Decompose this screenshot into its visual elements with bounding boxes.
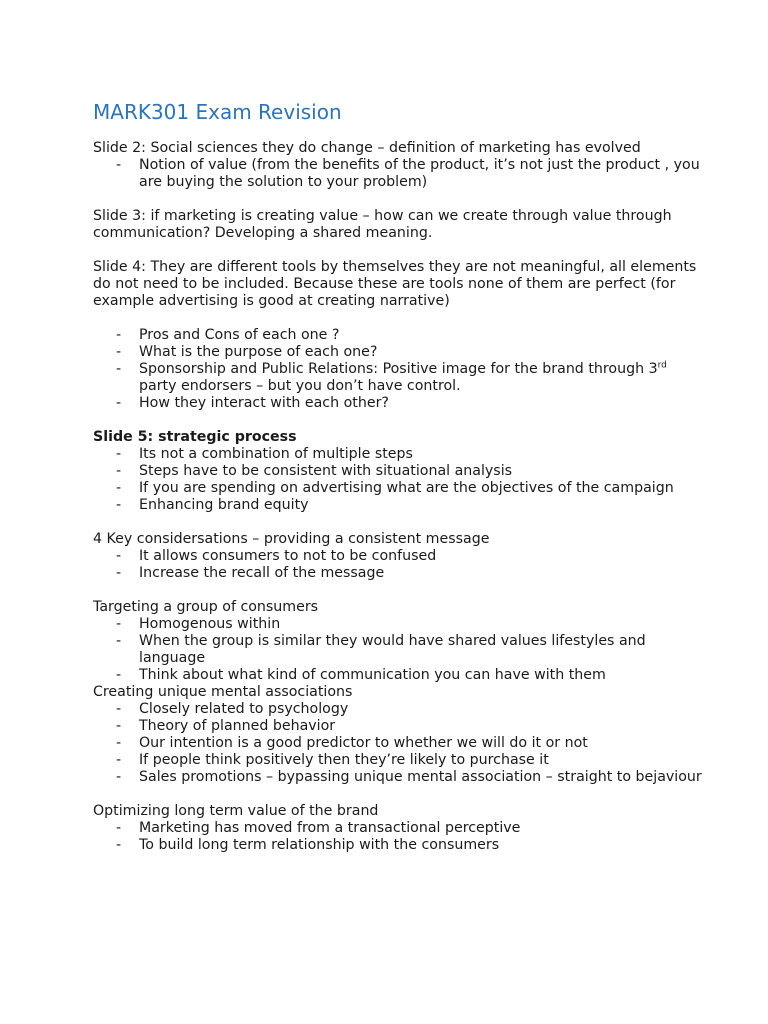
slide-2-list xyxy=(93,157,708,191)
list-item: - When the group is similar they would have shared values lifestyles and language xyxy=(93,633,708,667)
list-item: - Enhancing brand equity xyxy=(93,497,708,514)
list-item: - Theory of planned behavior xyxy=(93,718,708,735)
long-term-value-text: Optimizing long term value of the brand xyxy=(93,803,379,819)
key-considerations-text: 4 Key considersations – providing a consistent message xyxy=(93,531,490,547)
long-term-value-list xyxy=(93,820,708,854)
list-item: - To build long term relationship with the consumers xyxy=(93,837,708,854)
list-item xyxy=(93,361,708,395)
slide-4-text: Slide 4: They are different tools by themselves they are not meaningful, all elements do not need to be included. Because these are tools none of them are perfect (for example advertising is good at creating narrative) xyxy=(93,259,697,309)
list-item: - Think about what kind of communication you can have with them xyxy=(93,667,708,684)
sponsorship-text-end: party endorsers – but you don’t have control. xyxy=(139,378,461,394)
targeting-list xyxy=(93,616,708,684)
list-item: - Pros and Cons of each one ? xyxy=(93,327,708,344)
list-item: - Sales promotions – bypassing unique mental association – straight to bejaviour xyxy=(93,769,708,786)
targeting-text: Targeting a group of consumers xyxy=(93,599,319,615)
list-item: - Homogenous within xyxy=(93,616,708,633)
slide-4-list xyxy=(93,327,708,412)
list-item: - How they interact with each other? xyxy=(93,395,708,412)
slide-5-heading: Slide 5: strategic process xyxy=(93,429,297,445)
key-considerations-list xyxy=(93,548,708,582)
list-item: - Its not a combination of multiple steps xyxy=(93,446,708,463)
document-title: MARK301 Exam Revision xyxy=(93,100,342,124)
ordinal-superscript: rd xyxy=(657,360,667,371)
list-item: - Notion of value (from the benefits of the product, it’s not just the product , you are buying the solution to your problem) xyxy=(93,157,708,191)
sponsorship-text: Sponsorship and Public Relations: Positive image for the brand through 3 xyxy=(139,361,658,377)
list-item: - Increase the recall of the message xyxy=(93,565,708,582)
slide-3-text: Slide 3: if marketing is creating value – how can we create through value through communication? Developing a shared meaning. xyxy=(93,208,672,241)
list-item: - Steps have to be consistent with situational analysis xyxy=(93,463,708,480)
list-item: - If people think positively then they’re likely to purchase it xyxy=(93,752,708,769)
slide-2-text: Slide 2: Social sciences they do change – definition of marketing has evolved xyxy=(93,140,641,156)
unique-associations-list xyxy=(93,701,708,786)
slide-5-list xyxy=(93,446,708,514)
list-item: - Closely related to psychology xyxy=(93,701,708,718)
list-item: - What is the purpose of each one? xyxy=(93,344,708,361)
list-item: - It allows consumers to not to be confused xyxy=(93,548,708,565)
list-item: - Our intention is a good predictor to whether we will do it or not xyxy=(93,735,708,752)
unique-associations-text: Creating unique mental associations xyxy=(93,684,353,700)
list-item: - Marketing has moved from a transactional perceptive xyxy=(93,820,708,837)
list-item: - If you are spending on advertising what are the objectives of the campaign xyxy=(93,480,708,497)
